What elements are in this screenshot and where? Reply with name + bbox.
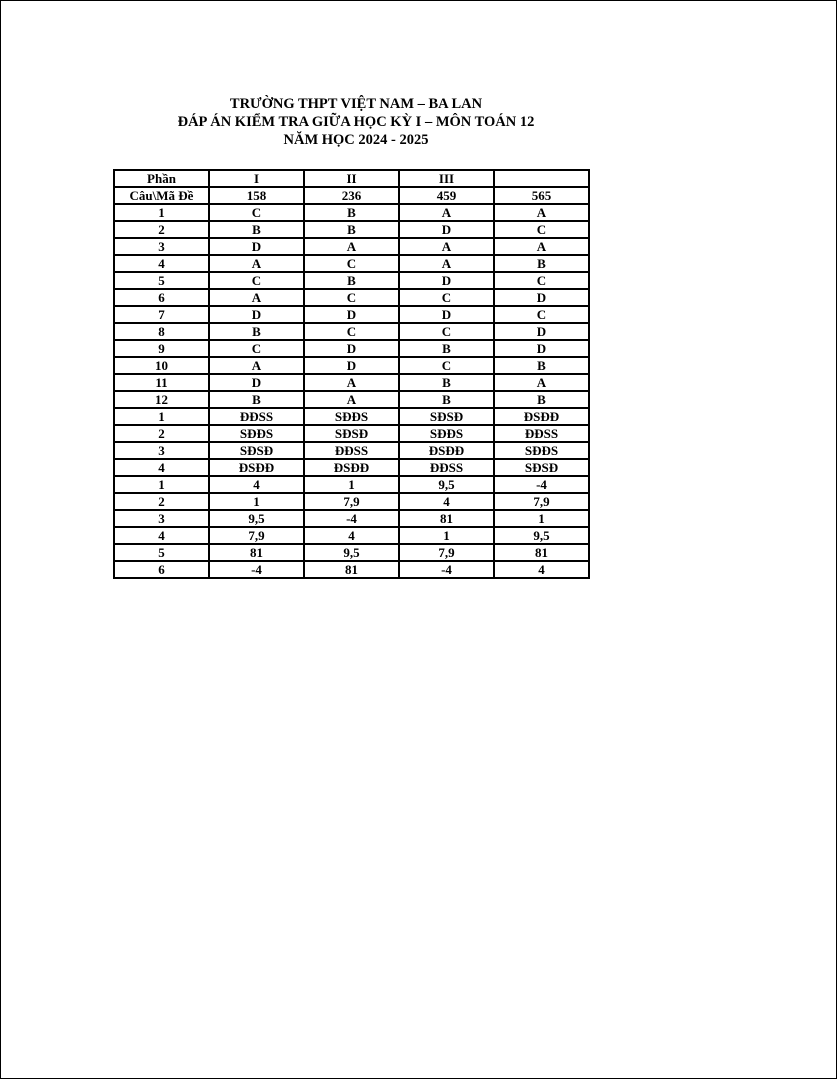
question-number-cell: 11 <box>114 374 209 391</box>
answer-cell: -4 <box>494 476 589 493</box>
answer-cell: 7,9 <box>494 493 589 510</box>
table-row <box>114 493 589 510</box>
table-row <box>114 221 589 238</box>
answer-cell: SĐĐS <box>304 408 399 425</box>
answer-cell: ĐĐSS <box>399 459 494 476</box>
answer-cell: C <box>209 340 304 357</box>
answer-cell: D <box>209 306 304 323</box>
answer-cell: 1 <box>209 493 304 510</box>
answer-cell: 81 <box>494 544 589 561</box>
code-cell: 459 <box>399 187 494 204</box>
answer-cell: B <box>209 221 304 238</box>
answer-cell: D <box>399 306 494 323</box>
table-row <box>114 204 589 221</box>
answer-cell: D <box>304 306 399 323</box>
question-number-cell: 8 <box>114 323 209 340</box>
table-header-row <box>114 170 589 187</box>
table-row <box>114 272 589 289</box>
school-name: TRƯỜNG THPT VIỆT NAM – BA LAN <box>229 96 483 112</box>
answer-cell: A <box>304 391 399 408</box>
answer-cell: D <box>399 221 494 238</box>
question-number-cell: 3 <box>114 510 209 527</box>
answer-cell: C <box>494 306 589 323</box>
answer-cell: 9,5 <box>494 527 589 544</box>
header-cell: III <box>399 170 494 187</box>
table-row <box>114 340 589 357</box>
question-number-cell: 10 <box>114 357 209 374</box>
table-row <box>114 323 589 340</box>
table-row <box>114 510 589 527</box>
answer-cell: 81 <box>304 561 399 578</box>
answer-cell: A <box>399 238 494 255</box>
code-cell: 565 <box>494 187 589 204</box>
answer-cell: B <box>399 391 494 408</box>
code-cell: Câu\Mã Đề <box>114 187 209 204</box>
answer-cell: A <box>399 204 494 221</box>
table-row <box>114 544 589 561</box>
answer-cell: B <box>399 340 494 357</box>
exam-title: ĐÁP ÁN KIỂM TRA GIỮA HỌC KỲ I – MÔN TOÁN 12 <box>177 114 535 130</box>
answer-cell: 1 <box>399 527 494 544</box>
answer-cell: B <box>494 255 589 272</box>
answer-cell: A <box>304 374 399 391</box>
answer-cell: C <box>304 255 399 272</box>
answer-cell: A <box>304 238 399 255</box>
answer-key-table <box>113 169 590 579</box>
answer-cell: SĐSĐ <box>494 459 589 476</box>
header-cell: Phần <box>114 170 209 187</box>
question-number-cell: 9 <box>114 340 209 357</box>
question-number-cell: 5 <box>114 272 209 289</box>
answer-cell: D <box>494 340 589 357</box>
answer-cell: 1 <box>304 476 399 493</box>
answer-cell: C <box>399 323 494 340</box>
answer-cell: ĐSĐĐ <box>209 459 304 476</box>
table-row <box>114 357 589 374</box>
answer-cell: C <box>399 357 494 374</box>
answer-cell: ĐSĐĐ <box>304 459 399 476</box>
table-code-row <box>114 187 589 204</box>
question-number-cell: 2 <box>114 221 209 238</box>
answer-cell: B <box>304 204 399 221</box>
answer-cell: 7,9 <box>399 544 494 561</box>
table-row <box>114 425 589 442</box>
answer-cell: ĐĐSS <box>494 425 589 442</box>
answer-cell: D <box>494 289 589 306</box>
header-cell: II <box>304 170 399 187</box>
answer-cell: D <box>209 238 304 255</box>
answer-cell: B <box>494 391 589 408</box>
question-number-cell: 4 <box>114 527 209 544</box>
answer-cell: A <box>494 238 589 255</box>
answer-cell: A <box>209 255 304 272</box>
question-number-cell: 1 <box>114 408 209 425</box>
question-number-cell: 3 <box>114 238 209 255</box>
answer-cell: 4 <box>304 527 399 544</box>
answer-cell: 7,9 <box>304 493 399 510</box>
answer-cell: 81 <box>399 510 494 527</box>
answer-cell: A <box>494 204 589 221</box>
answer-cell: 9,5 <box>209 510 304 527</box>
question-number-cell: 12 <box>114 391 209 408</box>
answer-cell: C <box>399 289 494 306</box>
table-row <box>114 391 589 408</box>
answer-cell: SĐSĐ <box>399 408 494 425</box>
answer-cell: ĐĐSS <box>304 442 399 459</box>
answer-cell: 9,5 <box>399 476 494 493</box>
answer-cell: -4 <box>209 561 304 578</box>
answer-cell: C <box>494 272 589 289</box>
header-cell: I <box>209 170 304 187</box>
table-row <box>114 442 589 459</box>
answer-cell: A <box>399 255 494 272</box>
question-number-cell: 5 <box>114 544 209 561</box>
table-row <box>114 306 589 323</box>
question-number-cell: 3 <box>114 442 209 459</box>
answer-cell: -4 <box>399 561 494 578</box>
answer-cell: C <box>304 289 399 306</box>
answer-cell: 1 <box>494 510 589 527</box>
answer-cell: B <box>209 391 304 408</box>
table-row <box>114 408 589 425</box>
question-number-cell: 2 <box>114 493 209 510</box>
answer-cell: B <box>209 323 304 340</box>
answer-cell: C <box>494 221 589 238</box>
answer-cell: C <box>209 272 304 289</box>
answer-cell: -4 <box>304 510 399 527</box>
table-row <box>114 561 589 578</box>
answer-cell: B <box>494 357 589 374</box>
answer-cell: A <box>209 357 304 374</box>
question-number-cell: 6 <box>114 561 209 578</box>
answer-cell: ĐĐSS <box>209 408 304 425</box>
answer-cell: SĐSĐ <box>304 425 399 442</box>
answer-cell: B <box>304 272 399 289</box>
answer-cell: SĐĐS <box>399 425 494 442</box>
answer-cell: 7,9 <box>209 527 304 544</box>
answer-cell: 4 <box>399 493 494 510</box>
answer-cell: C <box>209 204 304 221</box>
answer-cell: SĐSĐ <box>209 442 304 459</box>
answer-cell: 9,5 <box>304 544 399 561</box>
code-cell: 236 <box>304 187 399 204</box>
header-cell <box>494 170 589 187</box>
answer-cell: D <box>494 323 589 340</box>
answer-cell: D <box>399 272 494 289</box>
answer-cell: D <box>304 340 399 357</box>
table-row <box>114 255 589 272</box>
table-row <box>114 374 589 391</box>
table-row <box>114 459 589 476</box>
answer-cell: B <box>304 221 399 238</box>
question-number-cell: 6 <box>114 289 209 306</box>
question-number-cell: 7 <box>114 306 209 323</box>
answer-cell: ĐSĐĐ <box>399 442 494 459</box>
question-number-cell: 2 <box>114 425 209 442</box>
document-header <box>0 95 712 149</box>
answer-cell: 4 <box>209 476 304 493</box>
answer-cell: D <box>209 374 304 391</box>
table-row <box>114 476 589 493</box>
answer-cell: D <box>304 357 399 374</box>
answer-cell: SĐĐS <box>209 425 304 442</box>
answer-cell: B <box>399 374 494 391</box>
answer-cell: 81 <box>209 544 304 561</box>
answer-cell: C <box>304 323 399 340</box>
code-cell: 158 <box>209 187 304 204</box>
question-number-cell: 1 <box>114 204 209 221</box>
answer-cell: A <box>494 374 589 391</box>
question-number-cell: 4 <box>114 255 209 272</box>
answer-cell: 4 <box>494 561 589 578</box>
answer-cell: ĐSĐĐ <box>494 408 589 425</box>
answer-cell: A <box>209 289 304 306</box>
table-row <box>114 238 589 255</box>
school-year: NĂM HỌC 2024 - 2025 <box>283 132 429 148</box>
answer-cell: SĐĐS <box>494 442 589 459</box>
question-number-cell: 4 <box>114 459 209 476</box>
table-row <box>114 289 589 306</box>
table-row <box>114 527 589 544</box>
question-number-cell: 1 <box>114 476 209 493</box>
